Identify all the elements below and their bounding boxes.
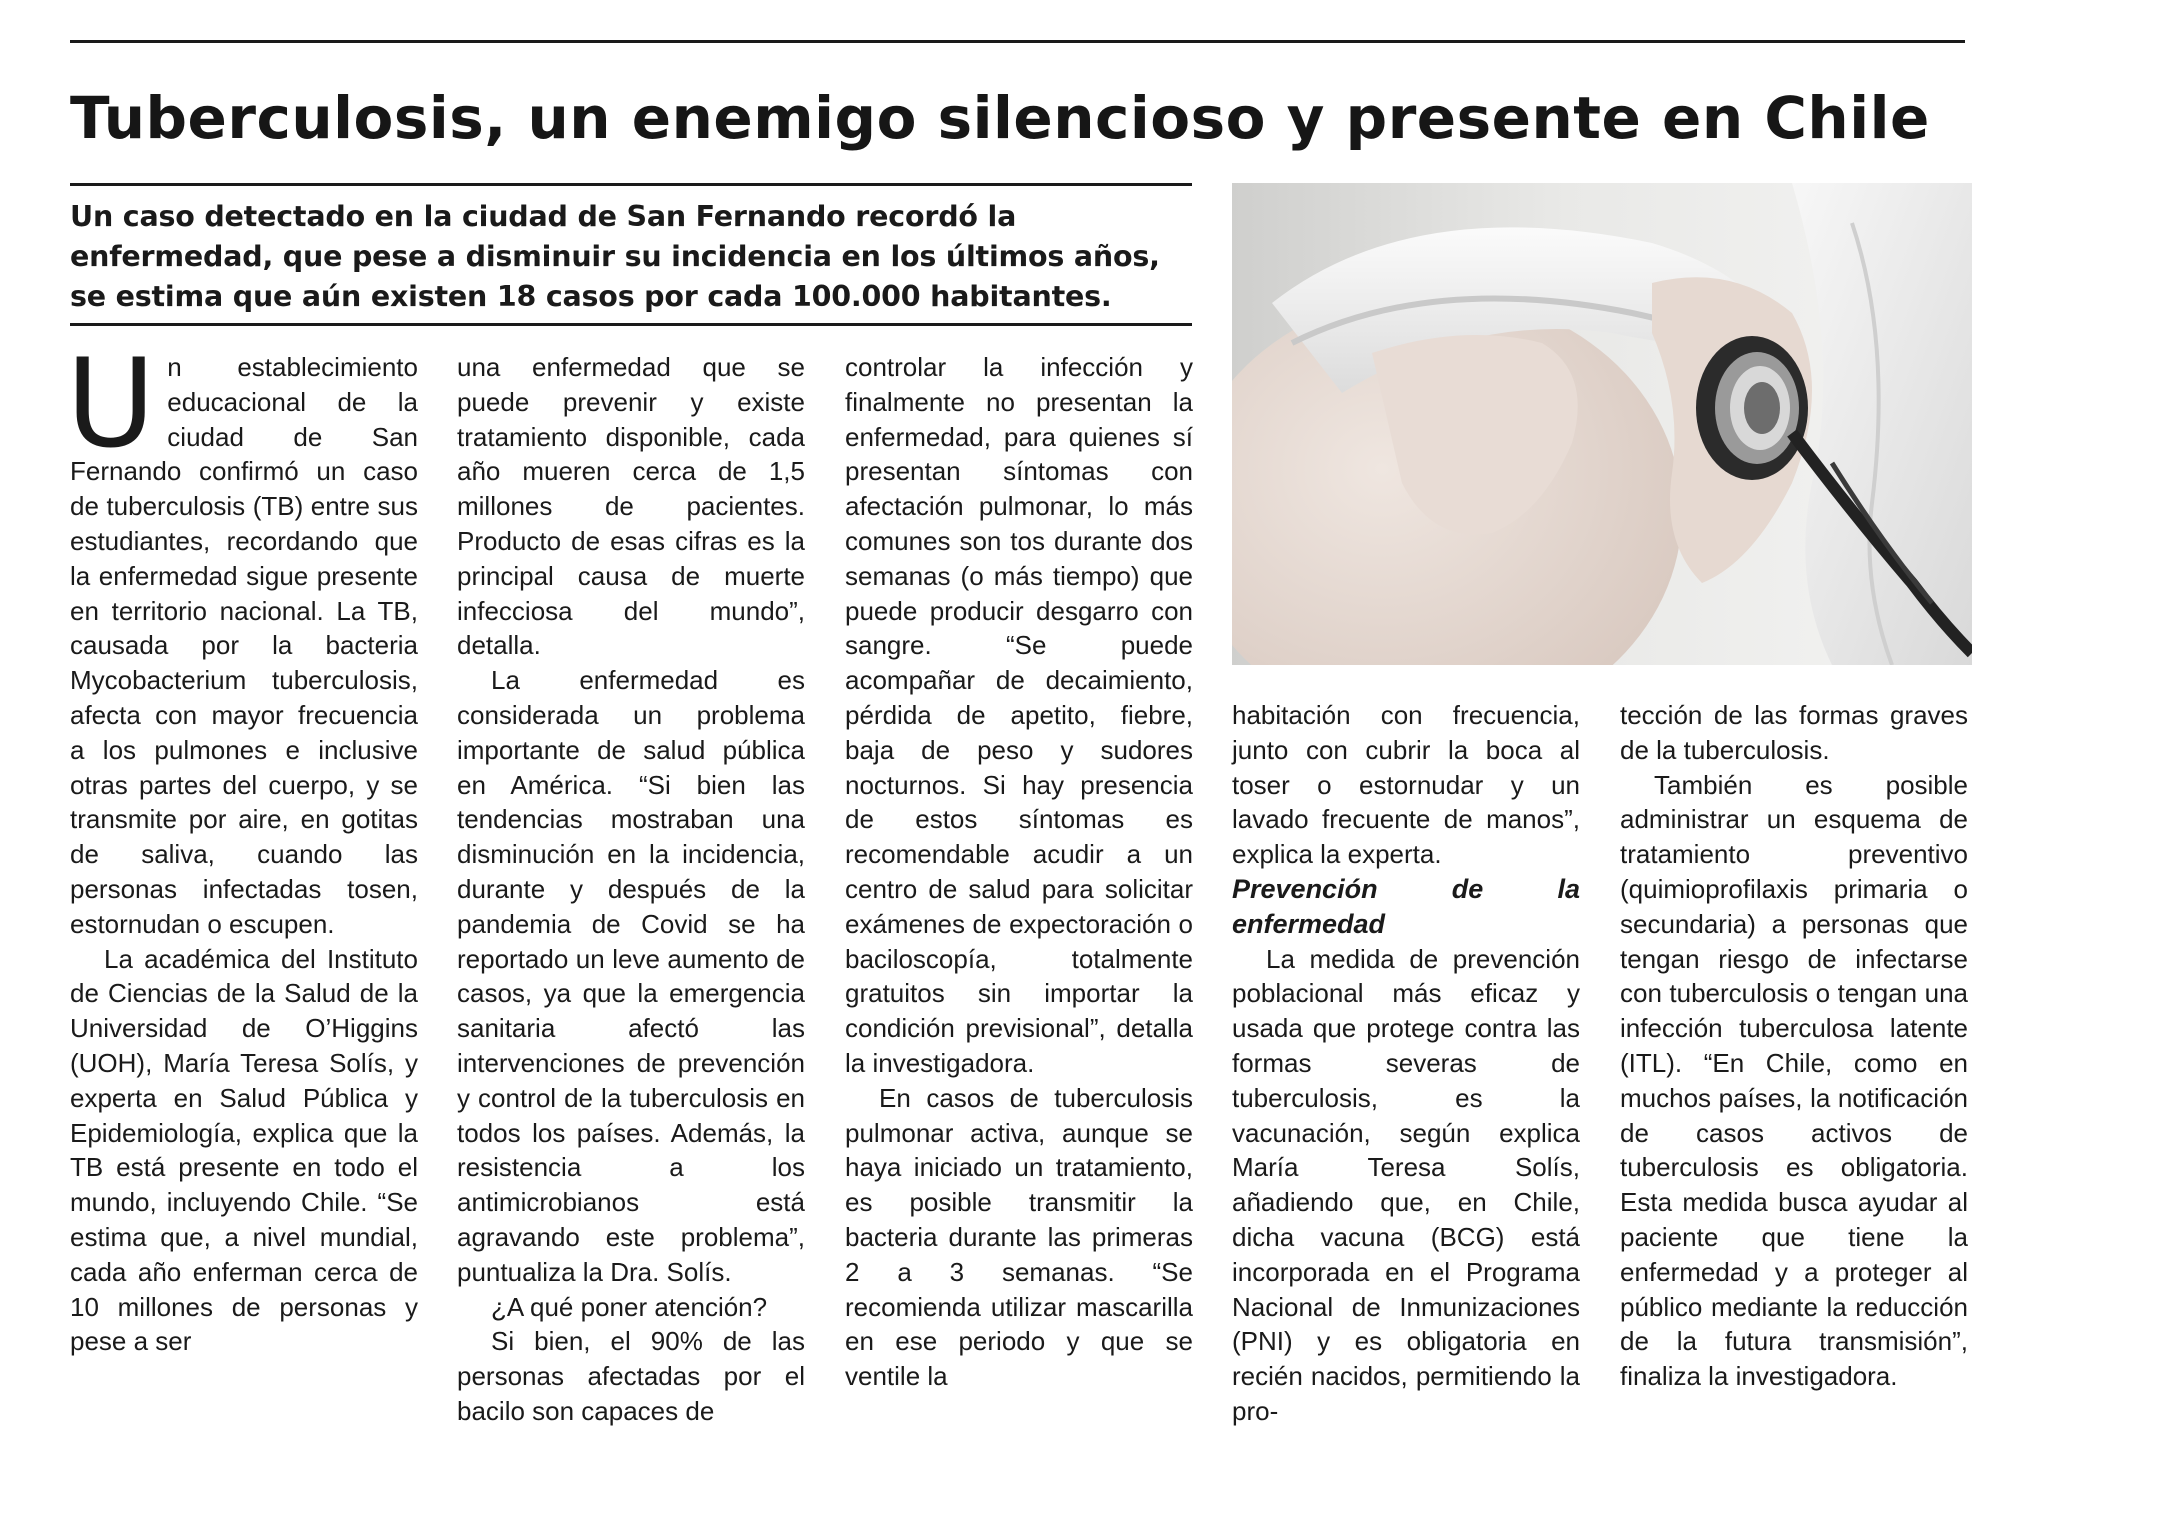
paragraph: La académica del Instituto de Ciencias de la Salud de la Universidad de O’Higgins (UOH), María Teresa Solís, y experta en Salud Pública y Epidemiología, explica que la TB está presente en todo el mundo, incluyendo Chile. “Se estima que, a nivel mundial, cada año enferman cerca de 10 millones de personas y pese a ser (70, 943, 418, 1357)
paragraph: La medida de prevención poblacional más eficaz y usada que protege contra las formas severas de tuberculosis, es la vacunación, según explica María Teresa Solís, añadiendo que, en Chile, dicha vacuna (BCG) está incorporada en el Programa Nacional de Inmunizaciones (PNI) y es obligatoria en recién nacidos, permitiendo la pro- (1232, 943, 1580, 1426)
article-column-2 (457, 350, 805, 1429)
article-column-1 (66, 333, 418, 1359)
paragraph: habitación con frecuencia, junto con cubrir la boca al toser o estornudar y un lavado frecuente de manos”, explica la experta. (1232, 700, 1580, 870)
paragraph (66, 333, 418, 942)
drop-cap: U (66, 333, 156, 475)
top-rule (70, 40, 1965, 43)
paragraph: En casos de tuberculosis pulmonar activa, aunque se haya iniciado un tratamiento, es posible transmitir la bacteria durante las primeras 2 a 3 semanas. “Se recomienda utilizar mascarilla en ese periodo y que se ventile la (845, 1082, 1193, 1392)
paragraph-text: n establecimiento educacional de la ciudad de San Fernando confirmó un caso de tuberculosis (TB) entre sus estudiantes, recordando que la enfermedad sigue presente en territorio nacional. La TB, causada por la bacteria Mycobacterium tuberculosis, afecta con mayor frecuencia a los pulmones e inclusive otras partes del cuerpo, y se transmite por aire, en gotitas de saliva, cuando las personas infectadas tosen, estornudan o escupen. (70, 352, 418, 939)
paragraph: La enfermedad es considerada un problema importante de salud pública en América. “Si bien las tendencias mostraban una disminución en la incidencia, durante y después de la pandemia de Covid se ha reportado un leve aumento de casos, ya que la emergencia sanitaria afectó las intervenciones de prevención y control de la tuberculosis en todos los países. Además, la resistencia a los antimicrobianos está agravando este problema”, puntualiza la Dra. Solís. (457, 665, 805, 1287)
article-column-3 (845, 350, 1193, 1394)
headline: Tuberculosis, un enemigo silencioso y presente en Chile (70, 84, 1930, 152)
paragraph: También es posible administrar un esquema de tratamiento preventivo (quimioprofilaxis primaria o secundaria) a personas que tengan riesgo de infectarse con tuberculosis o tengan una infección tuberculosa latente (ITL). “En Chile, como en muchos países, la notificación de casos activos de tuberculosis es obligatoria. Esta medida busca ayudar al paciente que tiene la enfermedad y a proteger al público mediante la reducción de la futura transmisión”, finaliza la investigadora. (1620, 769, 1968, 1392)
subheading: Prevención de la enfermedad (1232, 873, 1580, 939)
lead-paragraph: Un caso detectado en la ciudad de San Fernando recordó la enfermedad, que pese a disminuir su incidencia en los últimos años, se estima que aún existen 18 casos por cada 100.000 habitantes. (70, 200, 1160, 313)
paragraph: una enfermedad que se puede prevenir y existe tratamiento disponible, cada año mueren cerca de 1,5 millones de pacientes. Producto de esas cifras es la principal causa de muerte infecciosa del mundo”, detalla. (457, 352, 805, 661)
section-question: ¿A qué poner atención? (491, 1291, 768, 1322)
article-column-5 (1620, 698, 1968, 1394)
paragraph: controlar la infección y finalmente no presentan la enfermedad, para quienes sí presentan síntomas con afectación pulmonar, lo más comunes son tos durante dos semanas (o más tiempo) que puede producir desgarro con sangre. “Se puede acompañar de decaimiento, pérdida de apetito, fiebre, baja de peso y sudores nocturnos. Si hay presencia de estos síntomas es recomendable acudir a un centro de salud para solicitar exámenes de expectoración o baciloscopía, totalmente gratuitos sin importar la condición previsional”, detalla la investigadora. (845, 352, 1193, 1078)
article-column-4 (1232, 698, 1580, 1429)
lead-box (70, 183, 1192, 326)
stethoscope-photo (1232, 183, 1972, 665)
paragraph: tección de las formas graves de la tuberculosis. (1620, 700, 1968, 765)
paragraph: Si bien, el 90% de las personas afectadas por el bacilo son capaces de (457, 1326, 805, 1426)
